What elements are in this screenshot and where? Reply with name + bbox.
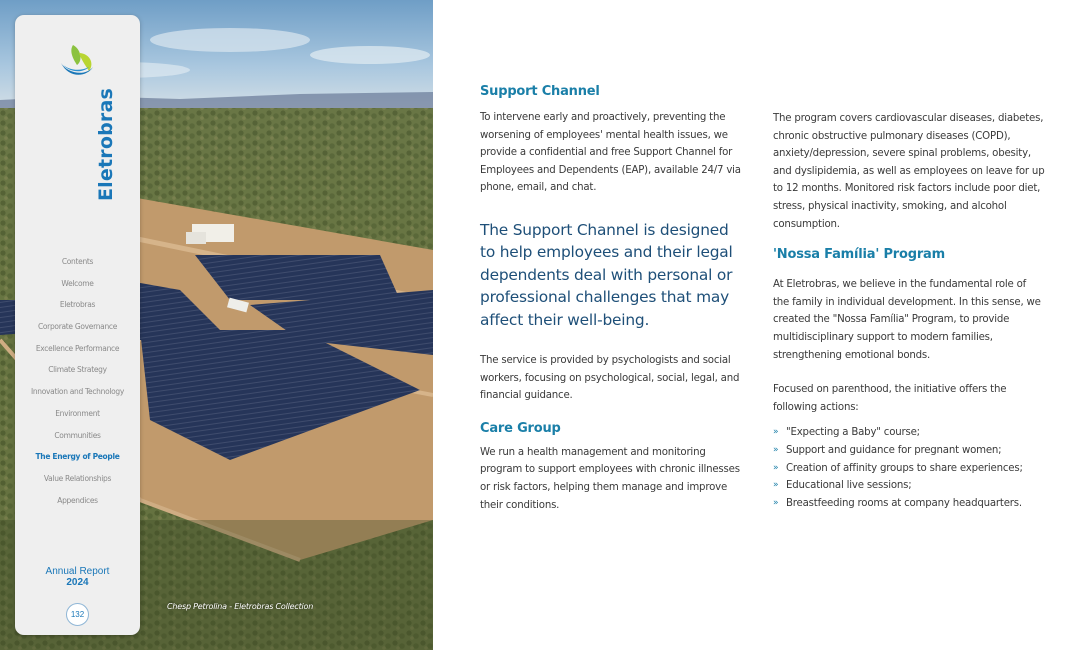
text-column-left <box>480 84 745 514</box>
eletrobras-leaf-logo-icon <box>59 43 95 83</box>
section-navigation <box>15 255 140 515</box>
action-item <box>773 460 1045 478</box>
action-item <box>773 477 1045 495</box>
action-item <box>773 424 1045 442</box>
actions-list <box>773 424 1045 512</box>
action-text: Support and guidance for pregnant women; <box>786 444 1002 456</box>
action-text: "Expecting a Baby" course; <box>786 427 920 439</box>
nav-item-innovation-and-technology[interactable]: Innovation and Technology <box>30 387 125 397</box>
nav-item-eletrobras[interactable]: Eletrobras <box>59 300 96 310</box>
nav-item-value-relationships[interactable]: Value Relationships <box>43 473 112 483</box>
nossa-familia-heading: 'Nossa Família' Program <box>773 247 945 263</box>
action-text: Breastfeeding rooms at company headquarters. <box>786 497 1022 509</box>
nav-item-contents[interactable]: Contents <box>61 257 94 266</box>
care-group-paragraph: We run a health management and monitoring program to support employees with chronic illnesses or risk factors, helping them manage and improve their conditions. <box>480 446 740 511</box>
nav-item-appendices[interactable]: Appendices <box>57 495 98 505</box>
action-text: Creation of affinity groups to share experiences; <box>786 462 1023 474</box>
action-item <box>773 495 1045 513</box>
service-paragraph: The service is provided by psychologists and social workers, focusing on psychological, social, legal, and financial guidance. <box>480 355 740 402</box>
bullet-chevron-icon: » <box>773 480 779 491</box>
brand-wordmark: Eletrobras <box>95 88 117 201</box>
report-year: 2024 <box>66 577 89 588</box>
action-item <box>773 442 1045 460</box>
nav-item-excellence-performance[interactable]: Excellence Performance <box>35 343 120 353</box>
support-channel-heading: Support Channel <box>480 84 600 99</box>
pull-quote: The Support Channel is designed to help employees and their legal dependents deal with personal or professional challenges that may affect their well-being. <box>480 220 733 329</box>
nav-item-environment[interactable]: Environment <box>55 408 100 418</box>
action-text: Educational live sessions; <box>786 480 912 492</box>
bullet-chevron-icon: » <box>773 462 779 473</box>
text-column-right <box>773 110 1045 512</box>
nav-item-climate-strategy[interactable]: Climate Strategy <box>48 365 107 375</box>
nav-item-welcome[interactable]: Welcome <box>61 278 94 288</box>
nav-item-the-energy-of-people[interactable]: The Energy of People <box>35 452 120 462</box>
nav-item-communities[interactable]: Communities <box>54 430 101 440</box>
bullet-chevron-icon: » <box>773 497 779 508</box>
report-sidebar <box>15 15 140 635</box>
report-title: Annual Report <box>45 566 110 577</box>
nossa-familia-paragraph: At Eletrobras, we believe in the fundamental role of the family in individual development. In this sense, we created the "Nossa Família" Program, to provide multidisciplinary support to modern families, strengthening emotional bonds. <box>773 279 1041 361</box>
program-paragraph: The program covers cardiovascular diseases, diabetes, chronic obstructive pulmonary diseases (COPD), anxiety/depression, severe spinal problems, obesity, and dyslipidemia, as well as employees on leave for up to 12 months. Monitored risk factors include poor diet, stress, physical inactivity, smoking, and alcohol consumption. <box>773 113 1045 230</box>
bullet-chevron-icon: » <box>773 427 779 438</box>
support-channel-paragraph: To intervene early and proactively, preventing the worsening of employees' mental health issues, we provide a confidential and free Support Channel for Employees and Dependents (EAP), available 24/7 via phone, email, and chat. <box>480 112 741 194</box>
nav-item-corporate-governance[interactable]: Corporate Governance <box>37 322 118 332</box>
page-number: 132 <box>66 603 89 626</box>
care-group-heading: Care Group <box>480 420 561 436</box>
bullet-chevron-icon: » <box>773 444 779 455</box>
photo-caption: Chesp Petrolina - Eletrobras Collection <box>167 602 314 611</box>
parenthood-paragraph: Focused on parenthood, the initiative offers the following actions: <box>773 384 1007 413</box>
